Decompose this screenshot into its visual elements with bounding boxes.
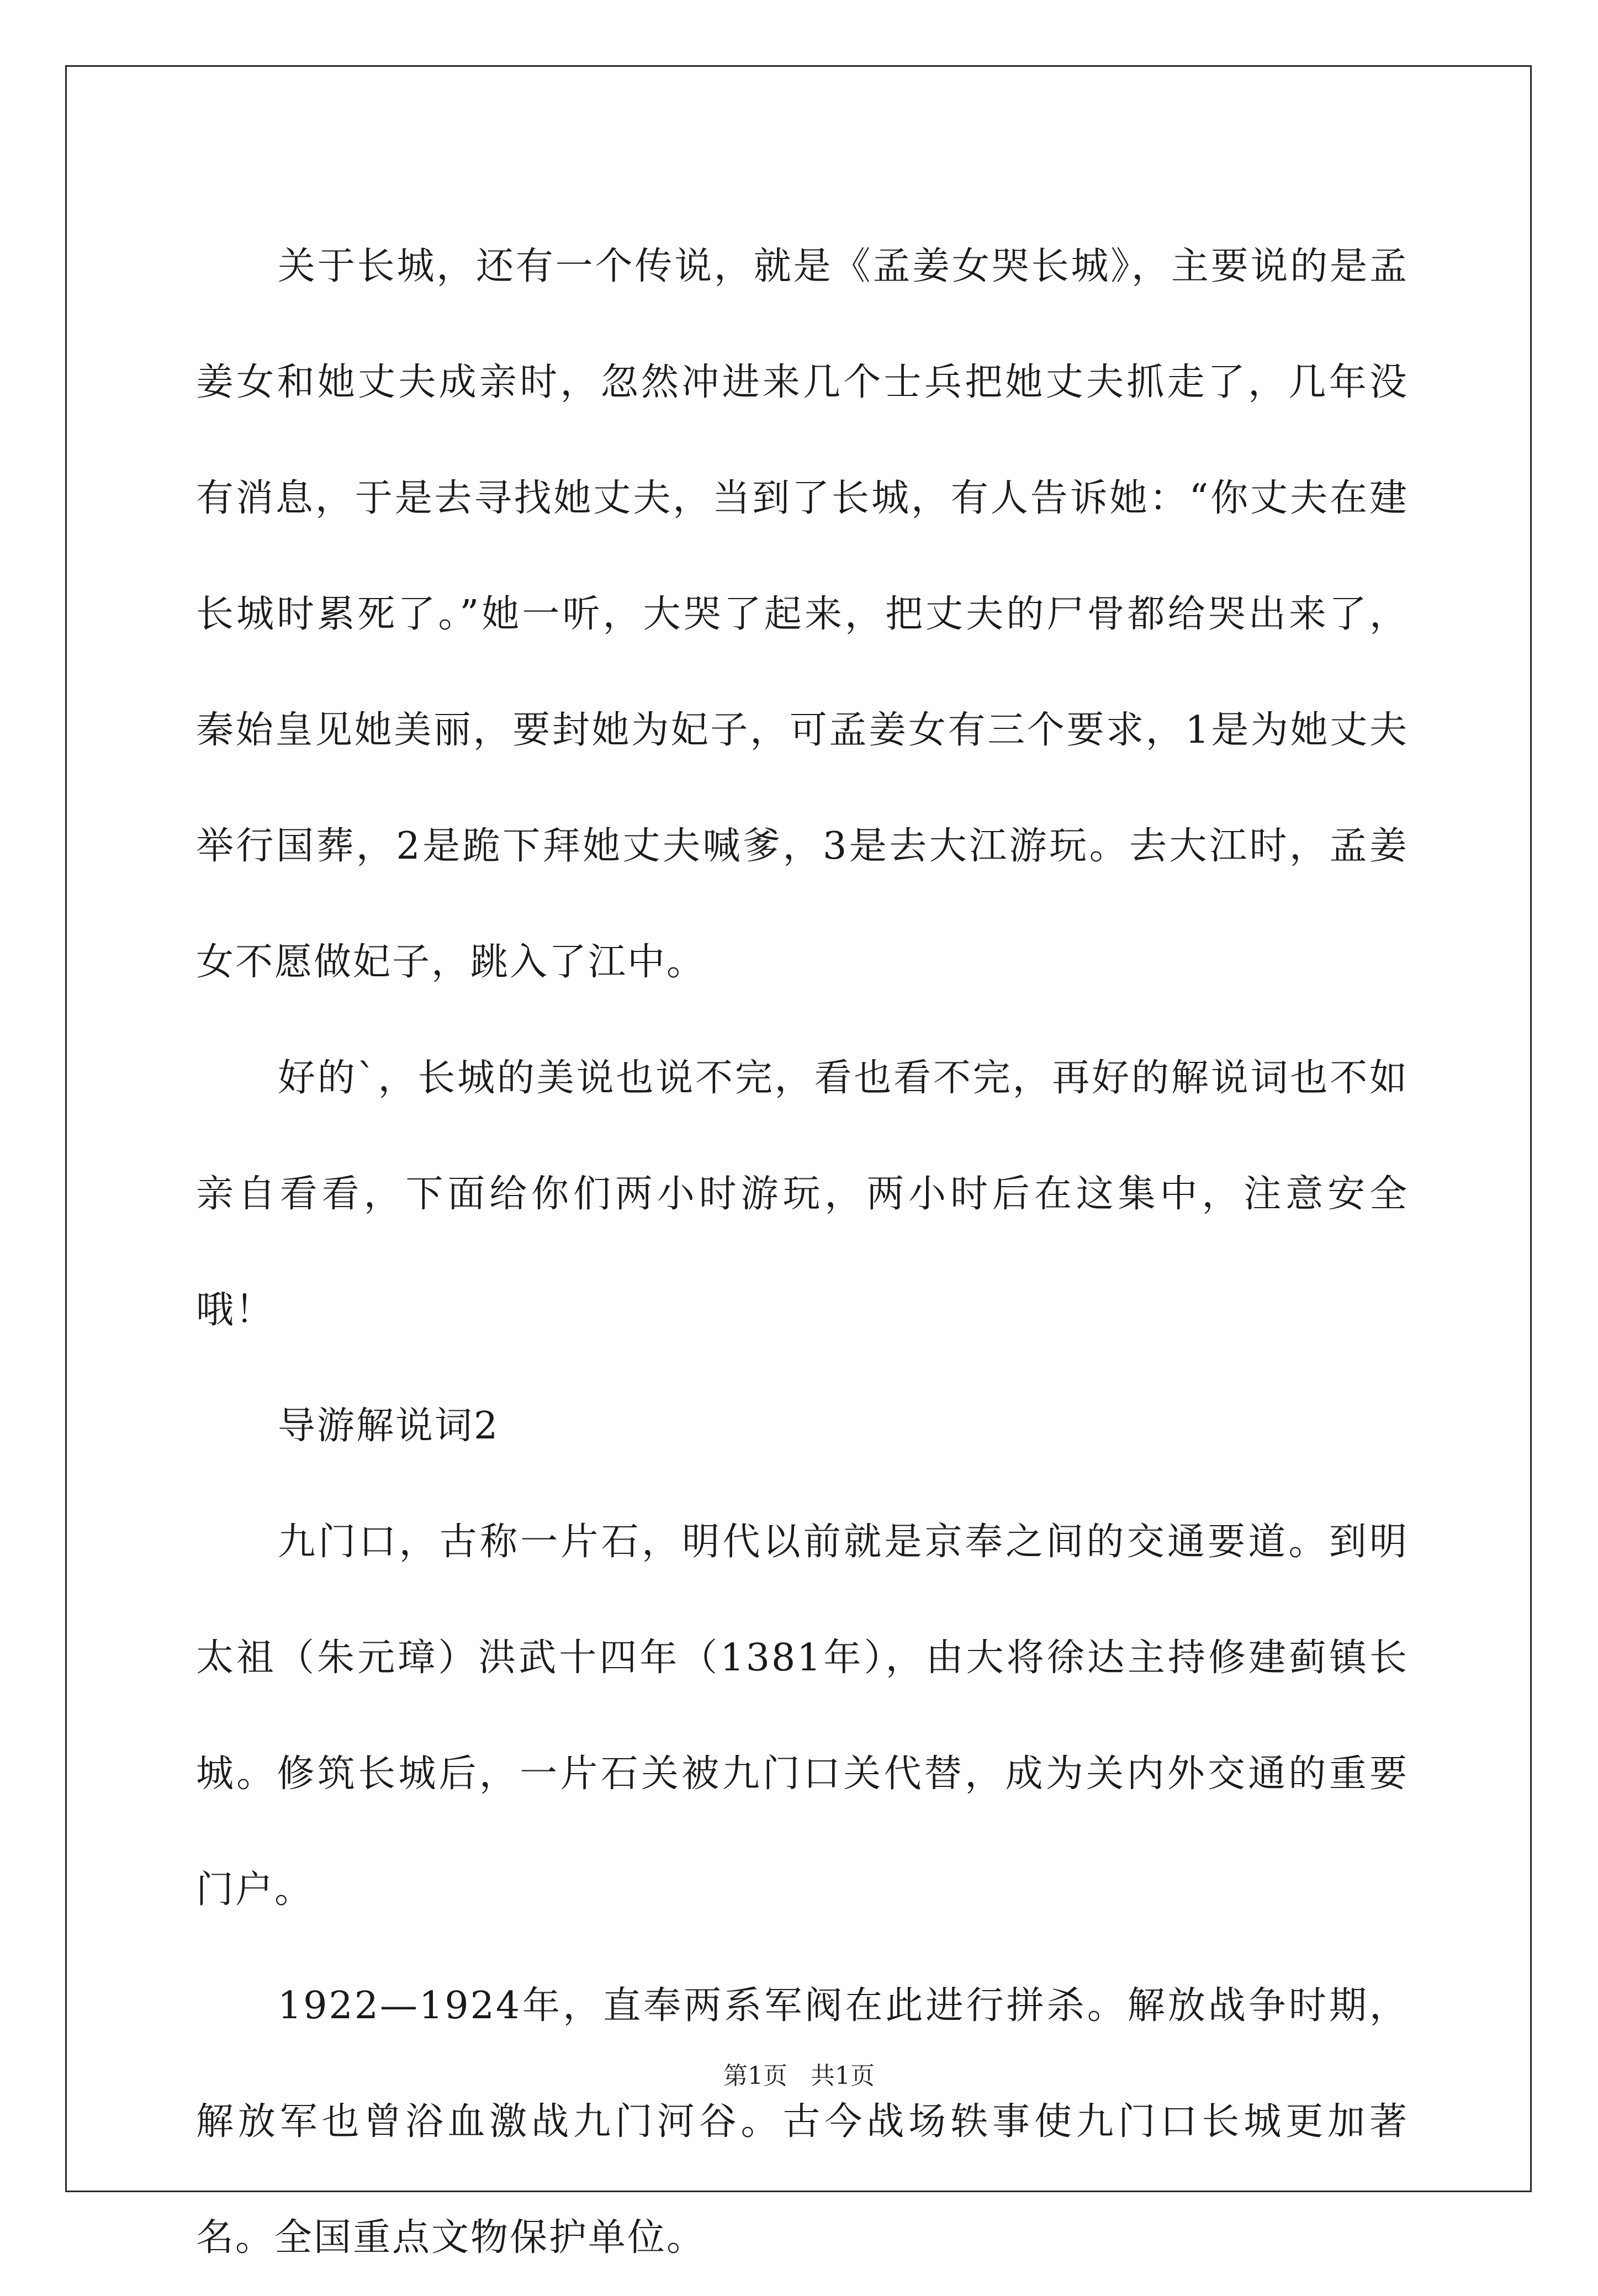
section-heading: 导游解说词2 (278, 1404, 500, 1448)
paragraph-jiumenkou-battles: 1922—1924年，直奉两系军阀在此进行拼杀。解放战争时期，解放军也曾浴血激战九门河谷。古今战场轶事使九门口长城更加著名。全国重点文物保护单位。 (196, 1984, 1409, 2260)
page-number-footer: 第1页 共1页 (723, 2062, 875, 2090)
paragraph-meng-jiang-nv-legend: 关于长城，还有一个传说，就是《孟姜女哭长城》，主要说的是孟姜女和她丈夫成亲时，忽然冲进来几个士兵把她丈夫抓走了，几年没有消息，于是去寻找她丈夫，当到了长城，有人告诉她：“你丈夫在建长城时累死了。”她一听，大哭了起来，把丈夫的尸骨都给哭出来了，秦始皇见她美丽，要封她为妃子，可孟姜女有三个要求，1是为她丈夫举行国葬，2是跪下拜她丈夫喊爹，3是去大江游玩。去大江时，孟姜女不愿做妃子，跳入了江中。 (196, 245, 1409, 984)
paragraph-jiumenkou-history: 九门口，古称一片石，明代以前就是京奉之间的交通要道。到明太祖（朱元璋）洪武十四年（1381年），由大将徐达主持修建蓟镇长城。修筑长城后，一片石关被九门口关代替，成为关内外交通的重要门户。 (196, 1520, 1409, 1912)
paragraph-closing-remarks: 好的`，长城的美说也说不完，看也看不完，再好的解说词也不如亲自看看，下面给你们两小时游玩，两小时后在这集中，注意安全哦！ (196, 1056, 1409, 1332)
document-body (196, 209, 1409, 2296)
